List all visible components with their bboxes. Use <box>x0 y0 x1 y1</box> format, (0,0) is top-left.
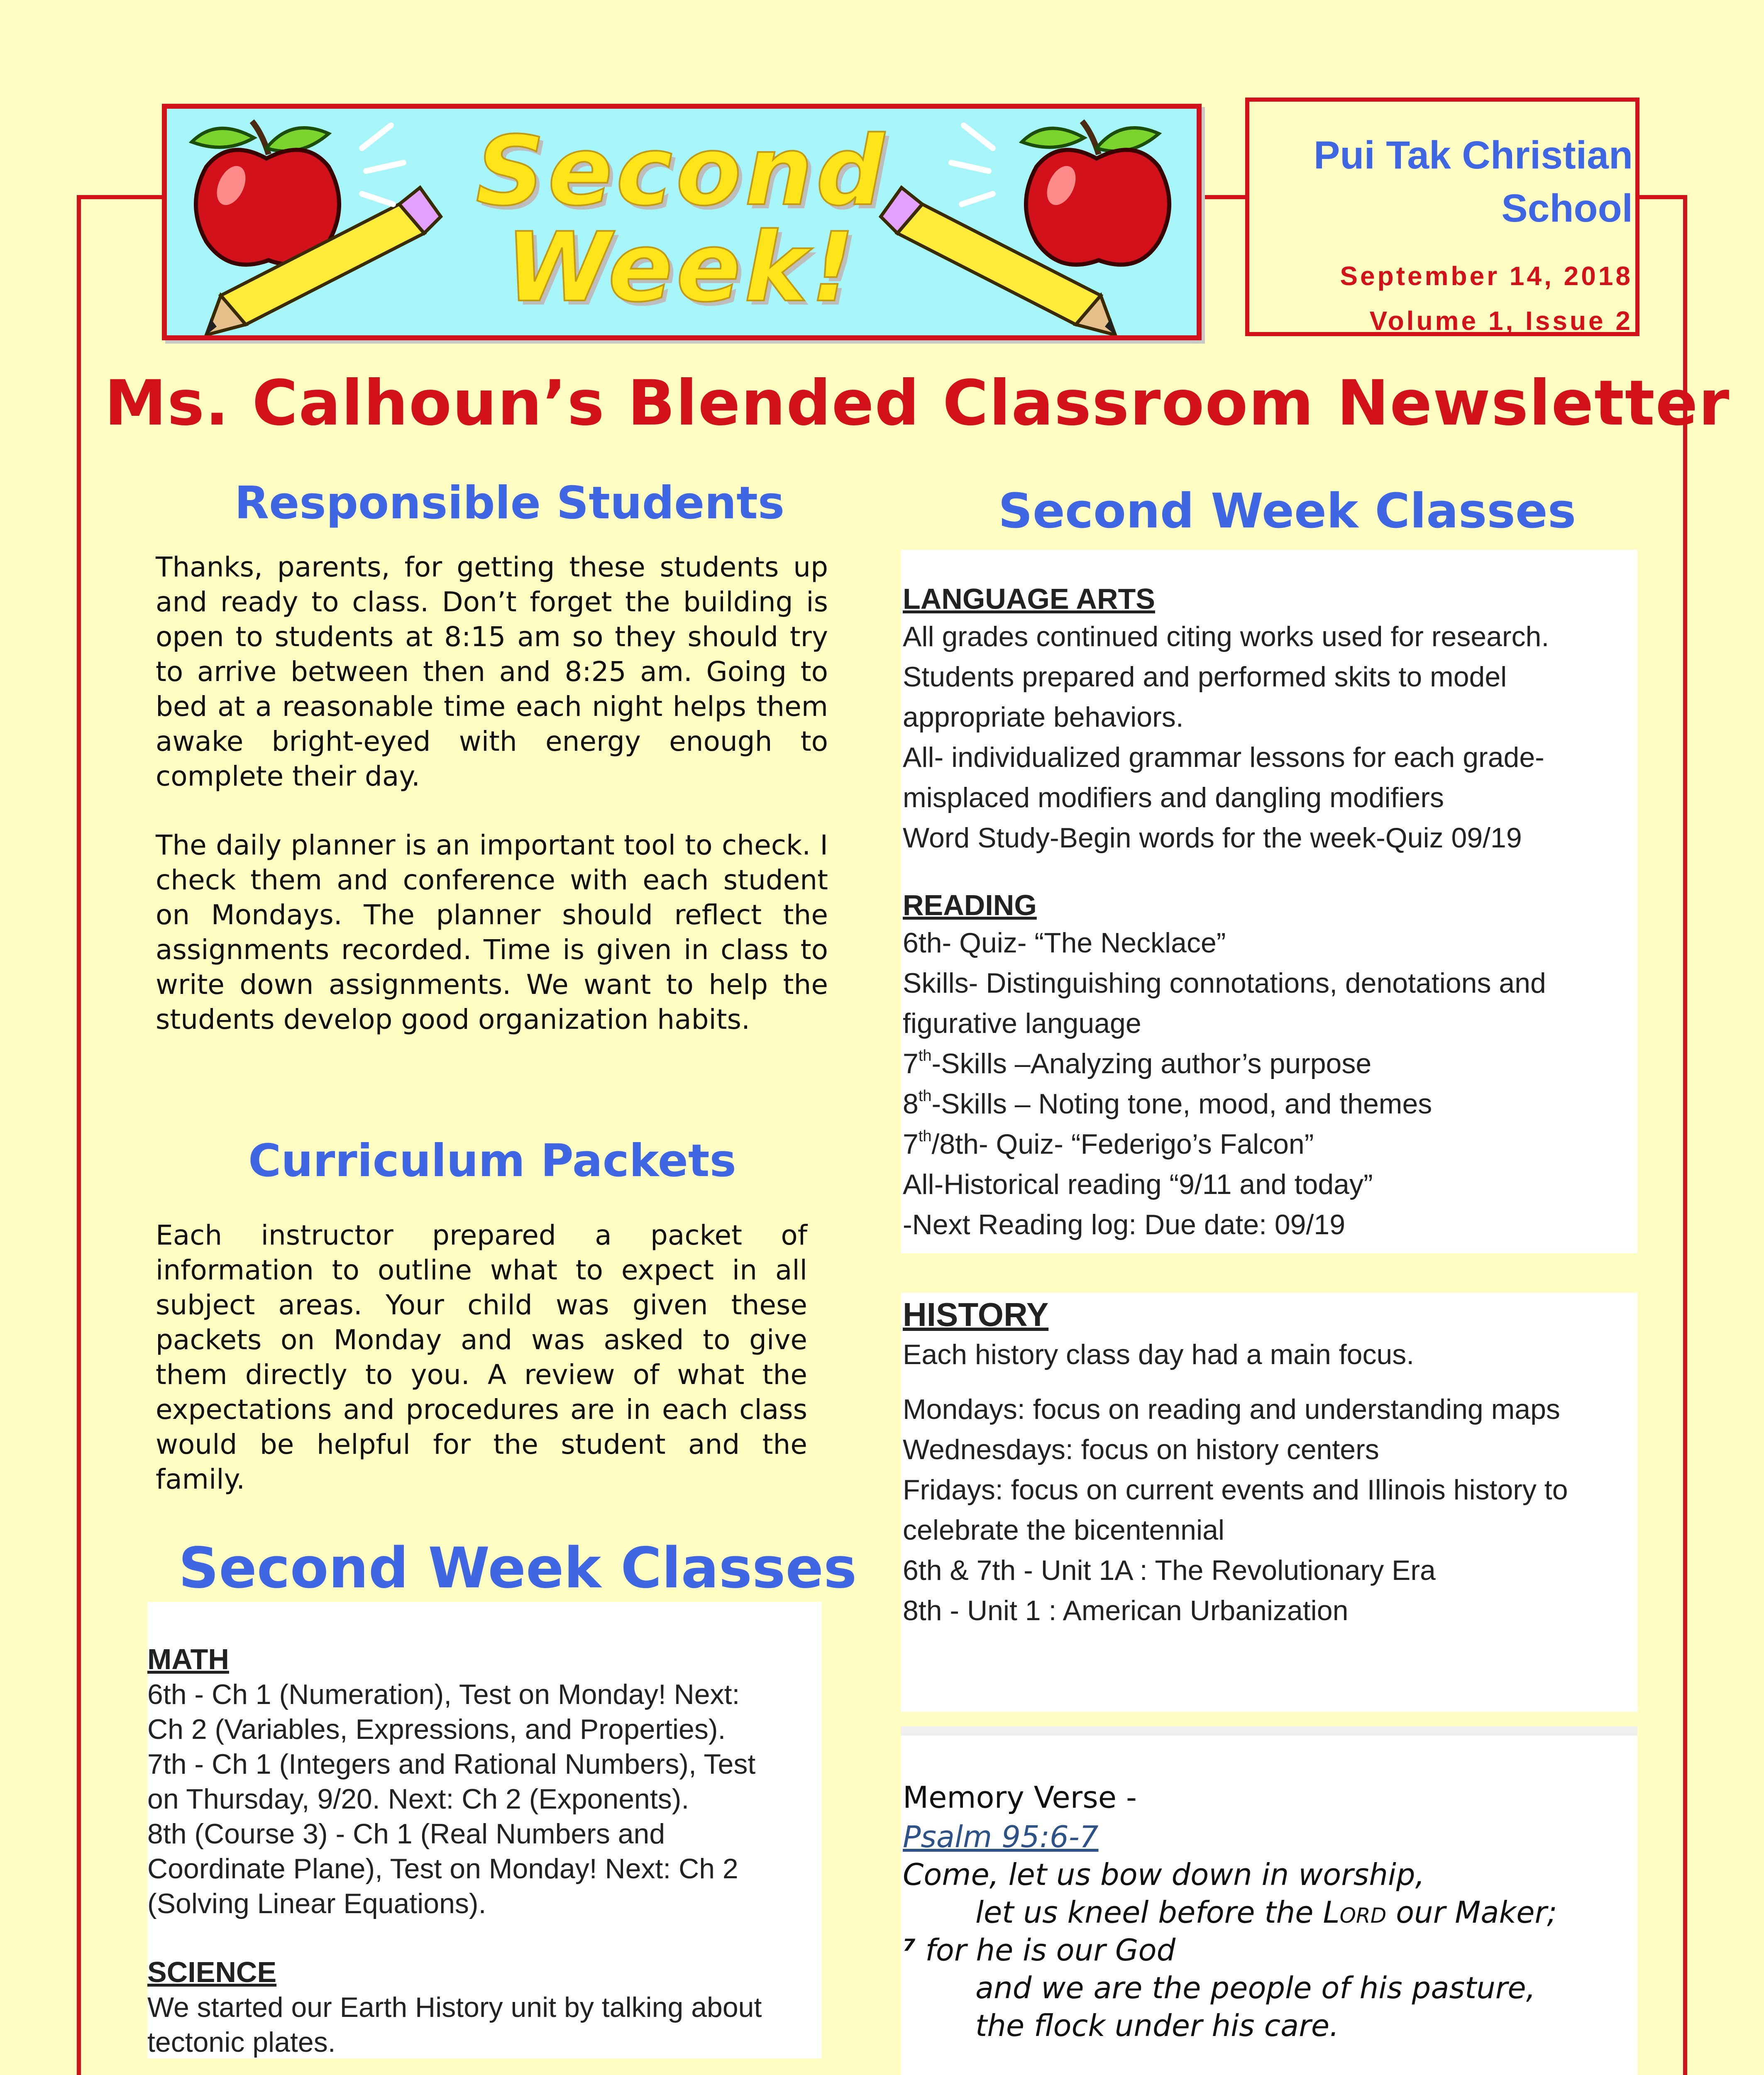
reading-line: 7th-Skills –Analyzing author’s purpose <box>903 1047 1372 1079</box>
reading-line: figurative language <box>903 1008 1141 1039</box>
reading-line: 8th-Skills – Noting tone, mood, and themes <box>903 1087 1432 1120</box>
verse-line: let us kneel before the Lord our Maker; <box>975 1895 1557 1930</box>
second-week-classes-heading-left: Second Week Classes <box>178 1536 857 1601</box>
history-line: Fridays: focus on current events and Illinois history to <box>903 1474 1568 1506</box>
language-arts-line: All- individualized grammar lessons for each grade- <box>903 742 1544 773</box>
history-line: Wednesdays: focus on history centers <box>903 1434 1379 1465</box>
math-heading: MATH <box>147 1643 229 1675</box>
banner-line-1: Second <box>476 116 888 227</box>
second-week-classes-heading-right: Second Week Classes <box>998 483 1576 539</box>
reading-line: 7th/8th- Quiz- “Federigo’s Falcon” <box>903 1128 1314 1160</box>
math-line: Ch 2 (Variables, Expressions, and Properties). <box>147 1714 726 1745</box>
math-line: 7th - Ch 1 (Integers and Rational Numbers), Test <box>147 1748 756 1780</box>
reading-line: 6th- Quiz- “The Necklace” <box>903 927 1226 959</box>
responsible-students-heading: Responsible Students <box>235 477 785 529</box>
history-line: 8th - Unit 1 : American Urbanization <box>903 1595 1349 1626</box>
responsible-paragraph-2: The daily planner is an important tool to check. I check them and conference with each student on Mondays. The planner should reflect the assignments recorded. Time is given in class to write down assignments. We want to help the students develop good organization habits. <box>156 829 828 1035</box>
issue-volume: Volume 1, Issue 2 <box>1369 306 1633 336</box>
reading-heading: READING <box>903 889 1037 921</box>
reading-line: Skills- Distinguishing connotations, denotations and <box>903 967 1546 999</box>
language-arts-line: Students prepared and performed skits to model <box>903 661 1507 693</box>
curriculum-paragraph: Each instructor prepared a packet of information to outline what to expect in all subject areas. Your child was given these packets on Monday and was asked to give them directly to you. A review of what the expectations and procedures are in each class would be helpful for the student and the family. <box>156 1219 807 1495</box>
math-line: (Solving Linear Equations). <box>147 1888 486 1919</box>
science-line: tectonic plates. <box>147 2026 336 2058</box>
math-line: Coordinate Plane), Test on Monday! Next: Ch 2 <box>147 1853 738 1885</box>
history-heading: HISTORY <box>903 1296 1049 1333</box>
language-arts-reading-panel <box>901 550 1637 1253</box>
history-line: 6th & 7th - Unit 1A : The Revolutionary Era <box>903 1555 1436 1586</box>
responsible-paragraph-1: Thanks, parents, for getting these students up and ready to class. Don’t forget the building is open to students at 8:15 am so they should try to arrive between then and 8:25 am. Going to bed at a reasonable time each night helps them awake bright-eyed with energy enough to complete their day. <box>156 551 828 792</box>
math-line: 8th (Course 3) - Ch 1 (Real Numbers and <box>147 1818 665 1850</box>
math-science-panel <box>147 1602 822 2058</box>
banner-line-2: Week! <box>506 212 858 323</box>
curriculum-packets-heading: Curriculum Packets <box>248 1135 736 1187</box>
verse-line: and we are the people of his pasture, <box>975 1970 1536 2005</box>
memory-verse-title: Memory Verse - <box>903 1780 1137 1815</box>
science-line: We started our Earth History unit by talking about <box>147 1992 762 2023</box>
verse-line: the flock under his care. <box>975 2008 1339 2043</box>
school-info-box <box>1245 98 1639 336</box>
psalm-reference-link[interactable]: Psalm 95:6-7 <box>903 1819 1099 1854</box>
reading-line: All-Historical reading “9/11 and today” <box>903 1169 1373 1200</box>
school-name-line-2: School <box>1501 186 1633 230</box>
newsletter-title: Ms. Calhoun’s Blended Classroom Newsletter <box>104 367 1730 439</box>
math-line: on Thursday, 9/20. Next: Ch 2 (Exponents). <box>147 1783 689 1815</box>
language-arts-line: appropriate behaviors. <box>903 701 1184 733</box>
language-arts-line: misplaced modifiers and dangling modifiers <box>903 782 1444 813</box>
language-arts-heading: LANGUAGE ARTS <box>903 583 1155 615</box>
language-arts-line: All grades continued citing works used for research. <box>903 621 1549 652</box>
school-name-line-1: Pui Tak Christian <box>1314 133 1633 177</box>
reading-line: -Next Reading log: Due date: 09/19 <box>903 1209 1346 1240</box>
history-intro: Each history class day had a main focus. <box>903 1339 1415 1370</box>
language-arts-line: Word Study-Begin words for the week-Quiz 09/19 <box>903 822 1522 854</box>
history-line: Mondays: focus on reading and understanding maps <box>903 1394 1560 1425</box>
issue-date: September 14, 2018 <box>1340 261 1633 291</box>
science-heading: SCIENCE <box>147 1956 277 1988</box>
math-line: 6th - Ch 1 (Numeration), Test on Monday! Next: <box>147 1679 740 1710</box>
memory-verse-panel <box>901 1726 1637 2075</box>
history-panel <box>901 1293 1637 1712</box>
verse-line: Come, let us bow down in worship, <box>903 1857 1425 1892</box>
second-week-banner <box>162 104 1202 340</box>
verse-line: ⁷ for he is our God <box>903 1933 1176 1968</box>
history-line: celebrate the bicentennial <box>903 1514 1224 1546</box>
